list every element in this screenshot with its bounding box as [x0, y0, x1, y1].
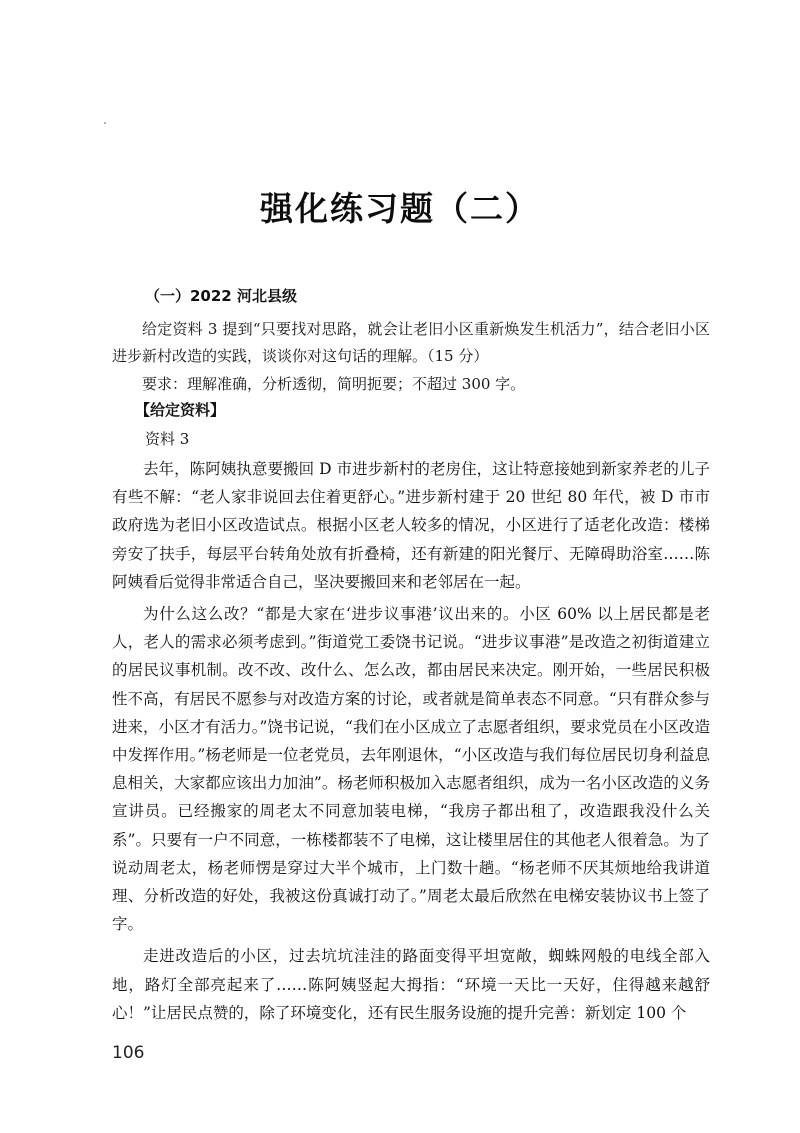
section-heading: （一）2022 河北县级	[145, 287, 297, 305]
question-requirement-text: 要求：理解准确，分析透彻，简明扼要；不超过 300 字。	[142, 375, 526, 393]
material-body	[112, 455, 710, 1027]
scan-speck	[104, 122, 106, 124]
paragraph: 走进改造后的小区，过去坑坑洼洼的路面变得平坦宽敞，蜘蛛网般的电线全部入地，路灯全部亮起来了……陈阿姨竖起大拇指：“环境一天比一天好，住得越来越舒心！”让居民点赞的，除了环境变化，还有民生服务设施的提升完善：新划定 100 个	[112, 947, 710, 1022]
page-number: 106	[112, 1043, 145, 1063]
material-label: 资料 3	[145, 430, 190, 448]
question-prompt-text: 给定资料 3 提到“只要找对思路，就会让老旧小区重新焕发生机活力”，结合老旧小区进步新村改造的实践，谈谈你对这句话的理解。（15 分）	[112, 320, 710, 365]
question-requirement	[112, 371, 710, 398]
paragraph: 为什么这么改？“都是大家在‘进步议事港’议出来的。小区 60% 以上居民都是老人，老人的需求必须考虑到。”街道党工委饶书记说。“进步议事港”是改造之初街道建立的居民议事机制。改不改、改什么、怎么改，都由居民来决定。刚开始，一些居民积极性不高，有居民不愿参与对改造方案的讨论，或者就是简单表态不同意。“只有群众参与进来，小区才有活力。”饶书记说，“我们在小区成立了志愿者组织，要求党员在小区改造中发挥作用。”杨老师是一位老党员，去年刚退休，“小区改造与我们每位居民切身利益息息相关，大家都应该出力加油”。杨老师积极加入志愿者组织，成为一名小区改造的义务宣讲员。已经搬家的周老太不同意加装电梯，“我房子都出租了，改造跟我没什么关系”。只要有一户不同意，一栋楼都装不了电梯，这让楼里居住的其他老人很着急。为了说动周老太，杨老师愣是穿过大半个城市，上门数十趟。“杨老师不厌其烦地给我讲道理、分析改造的好处，我被这份真诚打动了。”周老太最后欣然在电梯安装协议书上签了字。	[112, 605, 710, 934]
given-materials-label: 【给定资料】	[135, 401, 226, 419]
paragraph: 去年，陈阿姨执意要搬回 D 市进步新村的老房住，这让特意接她到新家养老的儿子有些不解：“老人家非说回去住着更舒心。”进步新村建于 20 世纪 80 年代，被 D 市市政府选为老旧小区改造试点。根据小区老人较多的情况，小区进行了适老化改造：楼梯旁安了扶手，每层平台转角处放有折叠椅，还有新建的阳光餐厅、无障碍助浴室……陈阿姨看后觉得非常适合自己，坚决要搬回来和老邻居在一起。	[112, 460, 710, 591]
page-title: 强化练习题（二）	[260, 189, 540, 228]
question-prompt	[112, 316, 710, 369]
